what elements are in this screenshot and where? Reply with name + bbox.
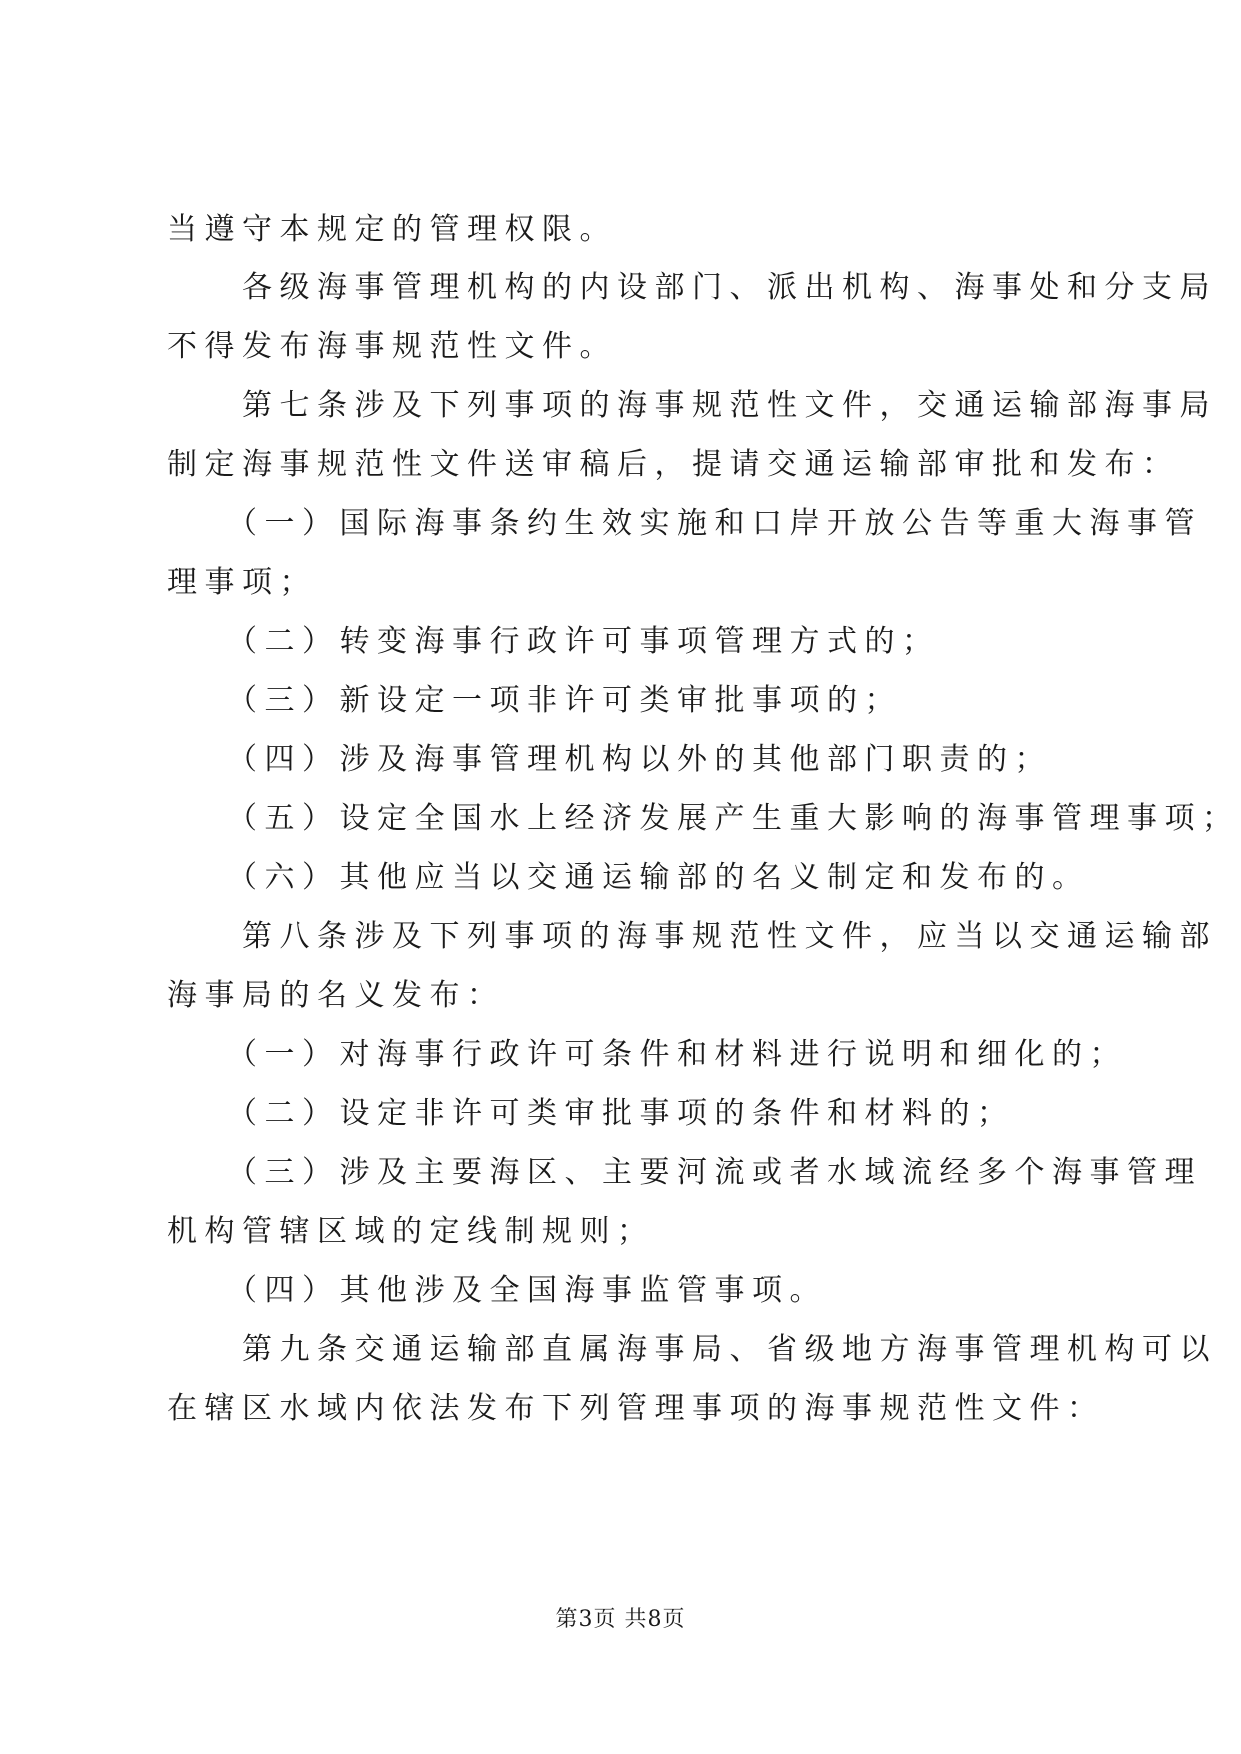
text-line: （一）国际海事条约生效实施和口岸开放公告等重大海事管 <box>167 506 1202 541</box>
text-line: 第九条交通运输部直属海事局、省级地方海事管理机构可以 <box>167 1332 1217 1367</box>
text-line: 制定海事规范性文件送审稿后，提请交通运输部审批和发布： <box>167 447 1180 482</box>
text-line: 理事项； <box>167 565 317 600</box>
text-line: 当遵守本规定的管理权限。 <box>167 212 617 247</box>
text-line: （二）转变海事行政许可事项管理方式的； <box>167 624 940 659</box>
text-line: （五）设定全国水上经济发展产生重大影响的海事管理事项； <box>167 801 1240 836</box>
text-line: 不得发布海事规范性文件。 <box>167 329 617 364</box>
text-line: 在辖区水域内依法发布下列管理事项的海事规范性文件： <box>167 1391 1105 1426</box>
page-number-footer: 第3页 共8页 <box>555 1607 686 1632</box>
text-line: 第七条涉及下列事项的海事规范性文件，交通运输部海事局 <box>167 388 1217 423</box>
text-line: （三）新设定一项非许可类审批事项的； <box>167 683 902 718</box>
text-line: （四）涉及海事管理机构以外的其他部门职责的； <box>167 742 1052 777</box>
text-line: （二）设定非许可类审批事项的条件和材料的； <box>167 1096 1015 1131</box>
text-line: 海事局的名义发布： <box>167 978 505 1013</box>
text-line: 机构管辖区域的定线制规则； <box>167 1214 655 1249</box>
text-line: （四）其他涉及全国海事监管事项。 <box>167 1273 827 1308</box>
text-line: （六）其他应当以交通运输部的名义制定和发布的。 <box>167 860 1090 895</box>
text-line: （一）对海事行政许可条件和材料进行说明和细化的； <box>167 1037 1127 1072</box>
text-line: 各级海事管理机构的内设部门、派出机构、海事处和分支局 <box>167 270 1217 305</box>
text-line: （三）涉及主要海区、主要河流或者水域流经多个海事管理 <box>167 1155 1202 1190</box>
text-line: 第八条涉及下列事项的海事规范性文件，应当以交通运输部 <box>167 919 1217 954</box>
